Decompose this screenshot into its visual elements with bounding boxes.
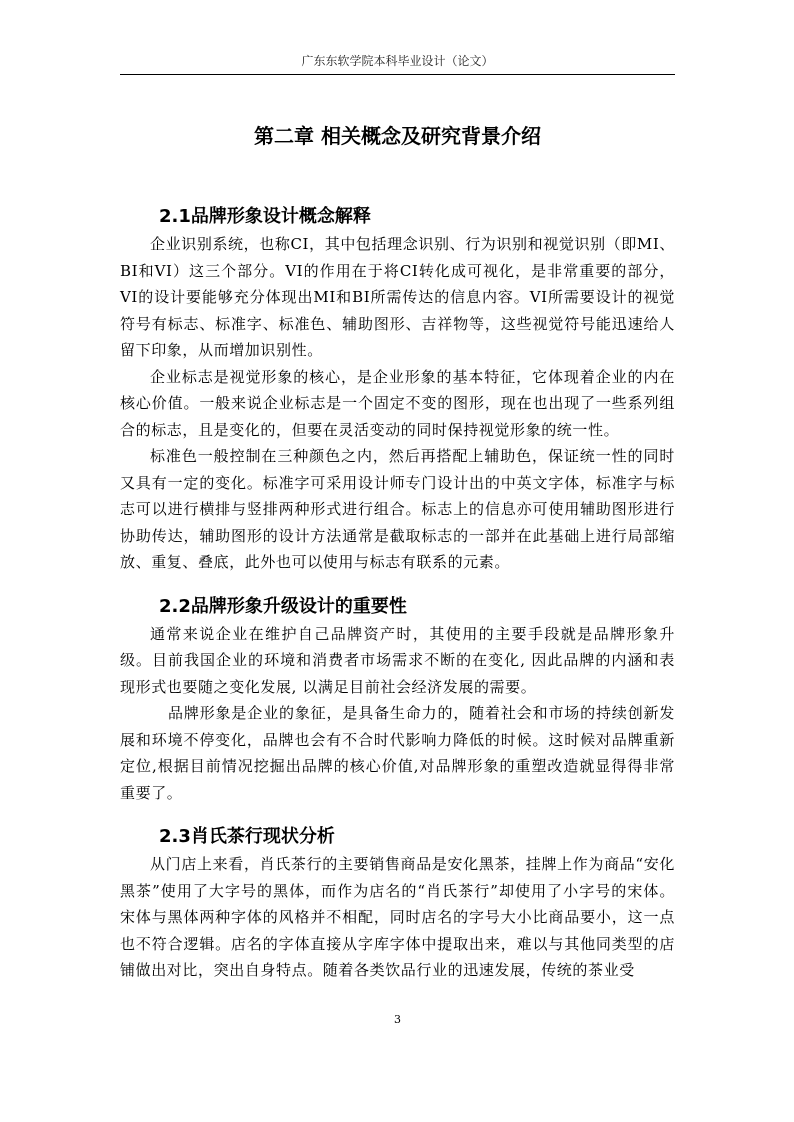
header-divider — [120, 74, 675, 75]
chapter-title: 第二章 相关概念及研究背景介绍 — [254, 124, 541, 148]
section-heading-2-3: 2.3肖氏茶行现状分析 — [159, 826, 335, 847]
section-heading-2-2: 2.2品牌形象升级设计的重要性 — [159, 595, 407, 617]
paragraph: 从门店上来看，肖氏茶行的主要销售商品是安化黑茶，挂牌上作为商品“安化黑茶”使用了大字号的黑体，而作为店名的“肖氏茶行”却使用了小字号的宋体。宋体与黑体两种字体的风格并不相配，同时店名的字号大小比商品要小，这一点也不符合逻辑。店名的字体直接从字库字体中提取出来，难以与其他同类型的店铺做出对比，突出自身特点。随着各类饮品行业的迅速发展，传统的茶业受 — [120, 855, 675, 979]
paragraph: 品牌形象是企业的象征，是具备生命力的，随着社会和市场的持续创新发展和环境不停变化，品牌也会有不合时代影响力降低的时候。这时候对品牌重新定位,根据目前情况挖掘出品牌的核心价值,对品牌形象的重塑改造就显得得非常重要了。 — [120, 704, 675, 802]
paragraph: 企业识别系统，也称CI，其中包括理念识别、行为识别和视觉识别（即MI、BI和VI）这三个部分。VI的作用在于将CI转化成可视化，是非常重要的部分，VI的设计要能够充分体现出MI和BI所需传达的信息内容。VI所需要设计的视觉符号有标志、标准字、标准色、辅助图形、吉祥物等，这些视觉符号能迅速给人留下印象，从而增加识别性。 — [120, 235, 675, 359]
body-text — [120, 203, 675, 984]
paragraph: 企业标志是视觉形象的核心，是企业形象的基本特征，它体现着企业的内在核心价值。一般来说企业标志是一个固定不变的图形，现在也出现了一些系列组合的标志，且是变化的，但要在灵活变动的同时保持视觉形象的统一性。 — [120, 367, 675, 439]
paragraph: 通常来说企业在维护自己品牌资产时，其使用的主要手段就是品牌形象升级。目前我国企业的环境和消费者市场需求不断的在变化, 因此品牌的内涵和表现形式也要随之变化发展, 以满足目前社会经济发展的需要。 — [120, 624, 675, 696]
running-header: 广东东软学院本科毕业设计（论文） — [301, 54, 494, 68]
page-number: 3 — [394, 1013, 401, 1026]
section-heading-2-1: 2.1品牌形象设计概念解释 — [159, 206, 371, 227]
paragraph: 标准色一般控制在三种颜色之内，然后再搭配上辅助色，保证统一性的同时又具有一定的变化。标准字可采用设计师专门设计出的中英文字体，标准字与标志可以进行横排与竖排两种形式进行组合。标志上的信息亦可使用辅助图形进行协助传达，辅助图形的设计方法通常是截取标志的一部并在此基础上进行局部缩放、重复、叠底，此外也可以使用与标志有联系的元素。 — [120, 447, 675, 571]
